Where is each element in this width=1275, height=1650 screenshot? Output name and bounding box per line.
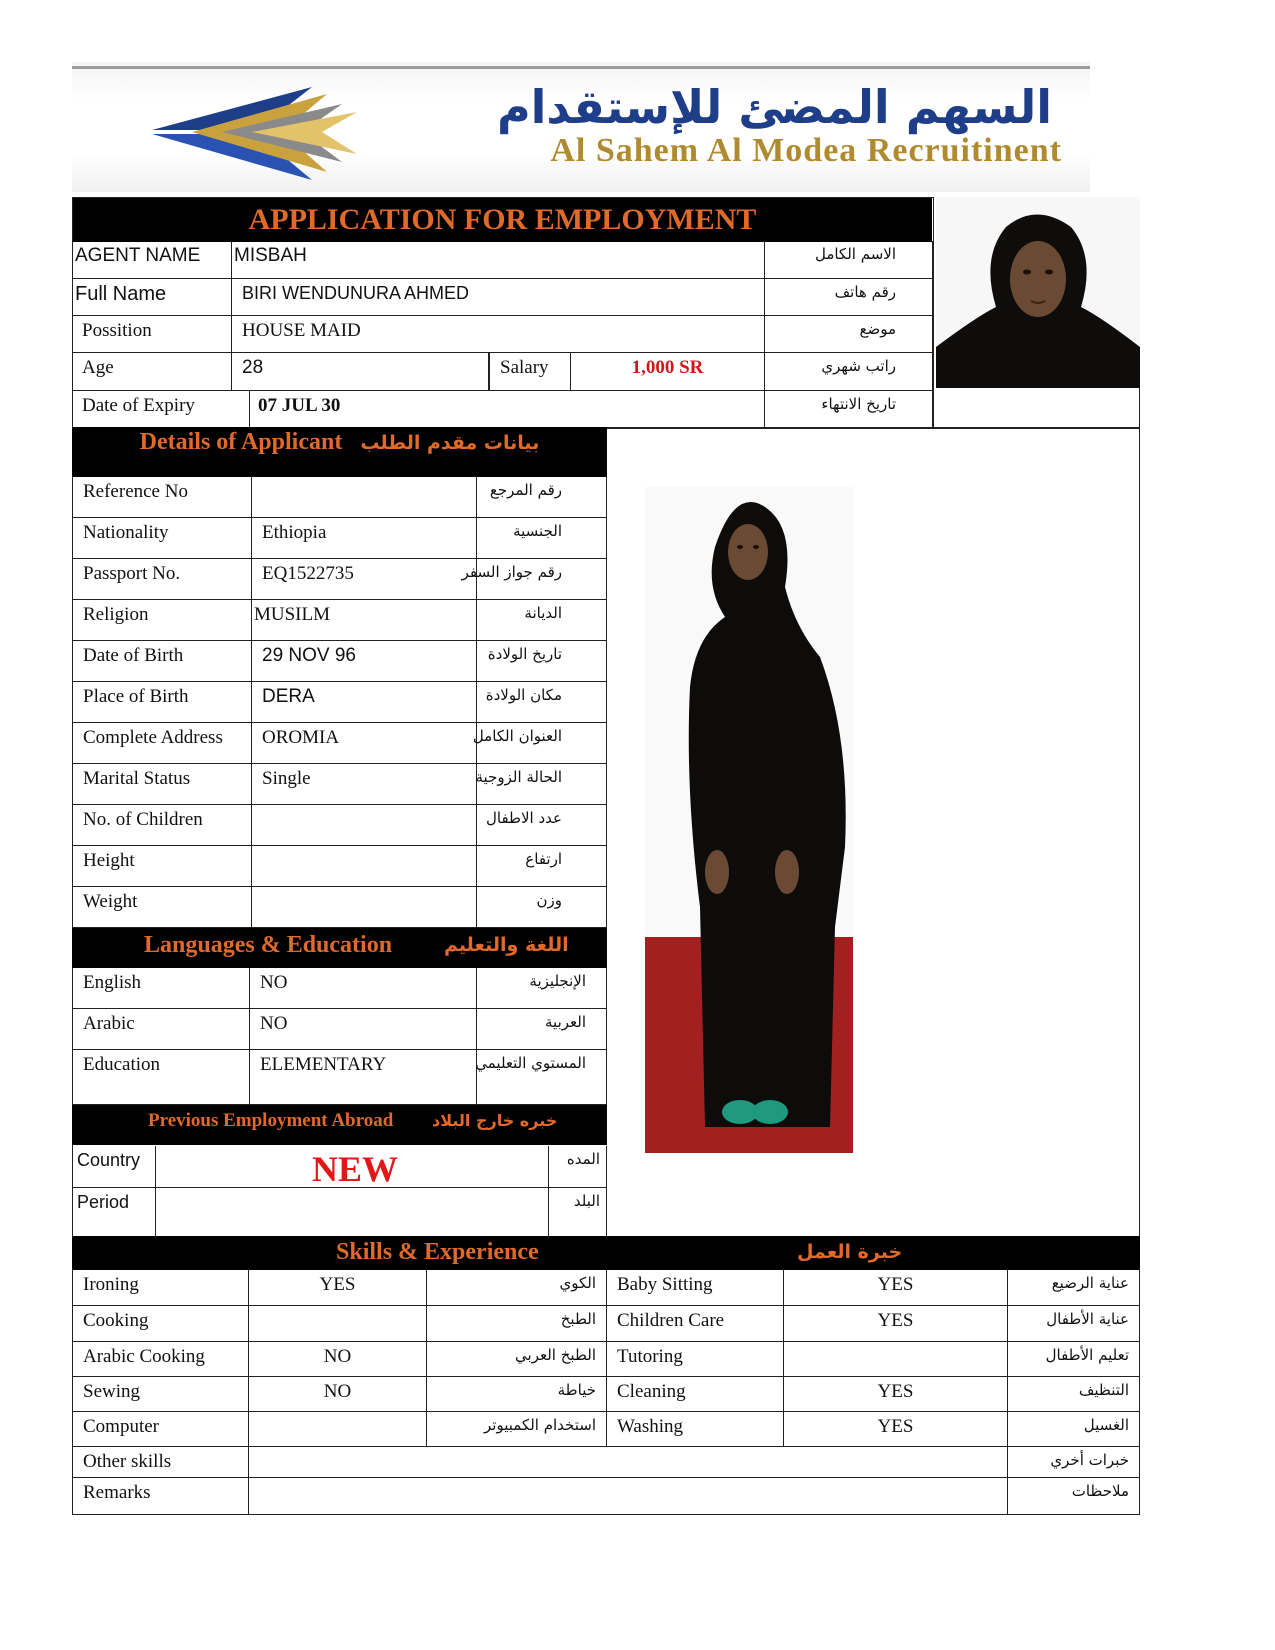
- details-row-label: Date of Birth: [72, 641, 252, 682]
- details-row-ar: مكان الولادة: [477, 682, 607, 723]
- language-row-value: ELEMENTARY: [250, 1050, 477, 1105]
- details-row-value: 29 NOV 96: [252, 641, 477, 682]
- full-body-figure-icon: [645, 487, 853, 1153]
- previous-header-ar: خبره خارج البلاد: [432, 1111, 558, 1130]
- skill-left-label: Cooking: [72, 1306, 249, 1342]
- full-name-value: BIRI WENDUNURA AHMED: [232, 279, 765, 316]
- details-row-label: No. of Children: [72, 805, 252, 846]
- details-row-value: Ethiopia: [252, 518, 477, 559]
- details-header-en: Details of Applicant: [139, 429, 343, 455]
- language-row-label: English: [72, 968, 250, 1009]
- logo-english-name: Al Sahem Al Modea Recruitinent: [550, 132, 1062, 169]
- portrait-photo: [936, 197, 1140, 388]
- details-row-ar: العنوان الكامل: [477, 723, 607, 764]
- skill-right-ar: الغسيل: [1008, 1412, 1140, 1447]
- skill-left-label: Arabic Cooking: [72, 1342, 249, 1377]
- languages-header: [72, 928, 607, 968]
- skill-left-ar: خياطة: [427, 1377, 607, 1412]
- period-ar: البلد: [548, 1188, 607, 1237]
- details-row-ar: تاريخ الولادة: [477, 641, 607, 682]
- details-row-label: Reference No: [72, 477, 252, 518]
- details-row-label: Complete Address: [72, 723, 252, 764]
- details-row-ar: ارتفاع: [477, 846, 607, 887]
- skill-left-label: Ironing: [72, 1270, 249, 1306]
- expiry-ar: تاريخ الانتهاء: [765, 391, 933, 429]
- skill-right-value: YES: [784, 1306, 1008, 1342]
- details-header: [72, 427, 607, 477]
- skill-left-ar: الكوي: [427, 1270, 607, 1306]
- skills-header: [72, 1236, 1140, 1270]
- previous-header-en: Previous Employment Abroad: [148, 1110, 394, 1131]
- previous-header: [72, 1105, 607, 1145]
- new-label: NEW: [311, 1149, 398, 1189]
- skill-right-label: Baby Sitting: [607, 1270, 784, 1306]
- details-row-ar: رقم المرجع: [477, 477, 607, 518]
- skills-header-ar: خبرة العمل: [797, 1241, 903, 1263]
- other-skills-value: [249, 1447, 1008, 1478]
- salary-label: Salary: [489, 353, 571, 391]
- details-row-value: DERA: [252, 682, 477, 723]
- details-row-label: Nationality: [72, 518, 252, 559]
- details-row-value: OROMIA: [252, 723, 477, 764]
- details-row-label: Place of Birth: [72, 682, 252, 723]
- details-row-ar: الجنسية: [477, 518, 607, 559]
- details-row-label: Passport No.: [72, 559, 252, 600]
- skill-right-ar: التنظيف: [1008, 1377, 1140, 1412]
- details-row-value: Single: [252, 764, 477, 805]
- skill-left-value: YES: [249, 1270, 427, 1306]
- age-label: Age: [72, 353, 232, 391]
- remarks-label: Remarks: [72, 1478, 249, 1515]
- language-row-value: NO: [250, 1009, 477, 1050]
- details-row-ar: وزن: [477, 887, 607, 928]
- agent-name-ar: الاسم الكامل: [765, 241, 933, 279]
- skill-right-label: Tutoring: [607, 1342, 784, 1377]
- age-value: 28: [232, 353, 489, 391]
- details-row-value: MUSILM: [252, 600, 477, 641]
- details-row-label: Height: [72, 846, 252, 887]
- full-name-label: Full Name: [72, 279, 232, 316]
- full-body-photo: [645, 487, 853, 1153]
- details-header-ar: بيانات مقدم الطلب: [360, 432, 540, 454]
- languages-header-ar: اللغة والتعليم: [444, 934, 569, 956]
- details-row-value: [252, 477, 477, 518]
- skill-right-label: Children Care: [607, 1306, 784, 1342]
- skill-right-value: [784, 1342, 1008, 1377]
- details-row-ar: الديانة: [477, 600, 607, 641]
- language-row-label: Education: [72, 1050, 250, 1105]
- agent-name-value: MISBAH: [232, 241, 765, 279]
- portrait-caption-box: [932, 388, 1140, 429]
- skill-right-ar: تعليم الأطفال: [1008, 1342, 1140, 1377]
- country-ar: المده: [548, 1146, 607, 1188]
- details-row-label: Religion: [72, 600, 252, 641]
- skill-right-label: Washing: [607, 1412, 784, 1447]
- skill-left-ar: الطبخ: [427, 1306, 607, 1342]
- skill-left-value: NO: [249, 1377, 427, 1412]
- skill-right-ar: عناية الأطفال: [1008, 1306, 1140, 1342]
- details-row-value: EQ1522735: [252, 559, 477, 600]
- skill-left-ar: الطبخ العربي: [427, 1342, 607, 1377]
- agent-name-label: AGENT NAME: [72, 241, 232, 279]
- details-row-ar: عدد الاطفال: [477, 805, 607, 846]
- skill-left-value: NO: [249, 1342, 427, 1377]
- form-title: APPLICATION FOR EMPLOYMENT: [73, 198, 932, 242]
- salary-ar: راتب شهري: [765, 353, 933, 391]
- other-skills-label: Other skills: [72, 1447, 249, 1478]
- period-label: Period: [72, 1188, 156, 1237]
- full-name-ar: رقم هاتف: [765, 279, 933, 316]
- details-row-ar: الحالة الزوجية: [477, 764, 607, 805]
- position-label: Possition: [72, 316, 232, 353]
- details-row-ar: رقم جواز السفر: [477, 559, 607, 600]
- skill-left-value: [249, 1412, 427, 1447]
- language-row-ar: الإنجليزية: [477, 968, 607, 1009]
- period-value: [156, 1188, 548, 1237]
- logo-arabic-name: السهم المضئ للإستقدام: [496, 80, 1052, 134]
- details-row-label: Weight: [72, 887, 252, 928]
- expiry-label: Date of Expiry: [72, 391, 250, 429]
- logo-top-rule: [72, 66, 1090, 69]
- language-row-label: Arabic: [72, 1009, 250, 1050]
- skill-right-ar: عناية الرضيع: [1008, 1270, 1140, 1306]
- portrait-figure-icon: [936, 197, 1140, 388]
- details-row-value: [252, 805, 477, 846]
- expiry-value: 07 JUL 30: [250, 391, 765, 429]
- skill-right-value: YES: [784, 1377, 1008, 1412]
- language-row-ar: العربية: [477, 1009, 607, 1050]
- skill-right-value: YES: [784, 1412, 1008, 1447]
- position-value: HOUSE MAID: [232, 316, 765, 353]
- position-ar: موضع: [765, 316, 933, 353]
- language-row-value: NO: [250, 968, 477, 1009]
- language-row-ar: المستوي التعليمي: [477, 1050, 607, 1105]
- skill-left-label: Sewing: [72, 1377, 249, 1412]
- skill-right-label: Cleaning: [607, 1377, 784, 1412]
- logo-banner: [72, 62, 1090, 192]
- details-row-label: Marital Status: [72, 764, 252, 805]
- details-row-value: [252, 846, 477, 887]
- other-skills-ar: خبرات أخري: [1008, 1447, 1140, 1478]
- skills-header-en: Skills & Experience: [336, 1239, 539, 1265]
- skill-left-value: [249, 1306, 427, 1342]
- details-row-value: [252, 887, 477, 928]
- remarks-ar: ملاحظات: [1008, 1478, 1140, 1515]
- skill-right-value: YES: [784, 1270, 1008, 1306]
- remarks-value: [249, 1478, 1008, 1515]
- skill-left-ar: استخدام الكمبيوتر: [427, 1412, 607, 1447]
- languages-header-en: Languages & Education: [144, 932, 393, 958]
- salary-value: 1,000 SR: [571, 353, 765, 391]
- country-label: Country: [72, 1146, 156, 1188]
- skill-left-label: Computer: [72, 1412, 249, 1447]
